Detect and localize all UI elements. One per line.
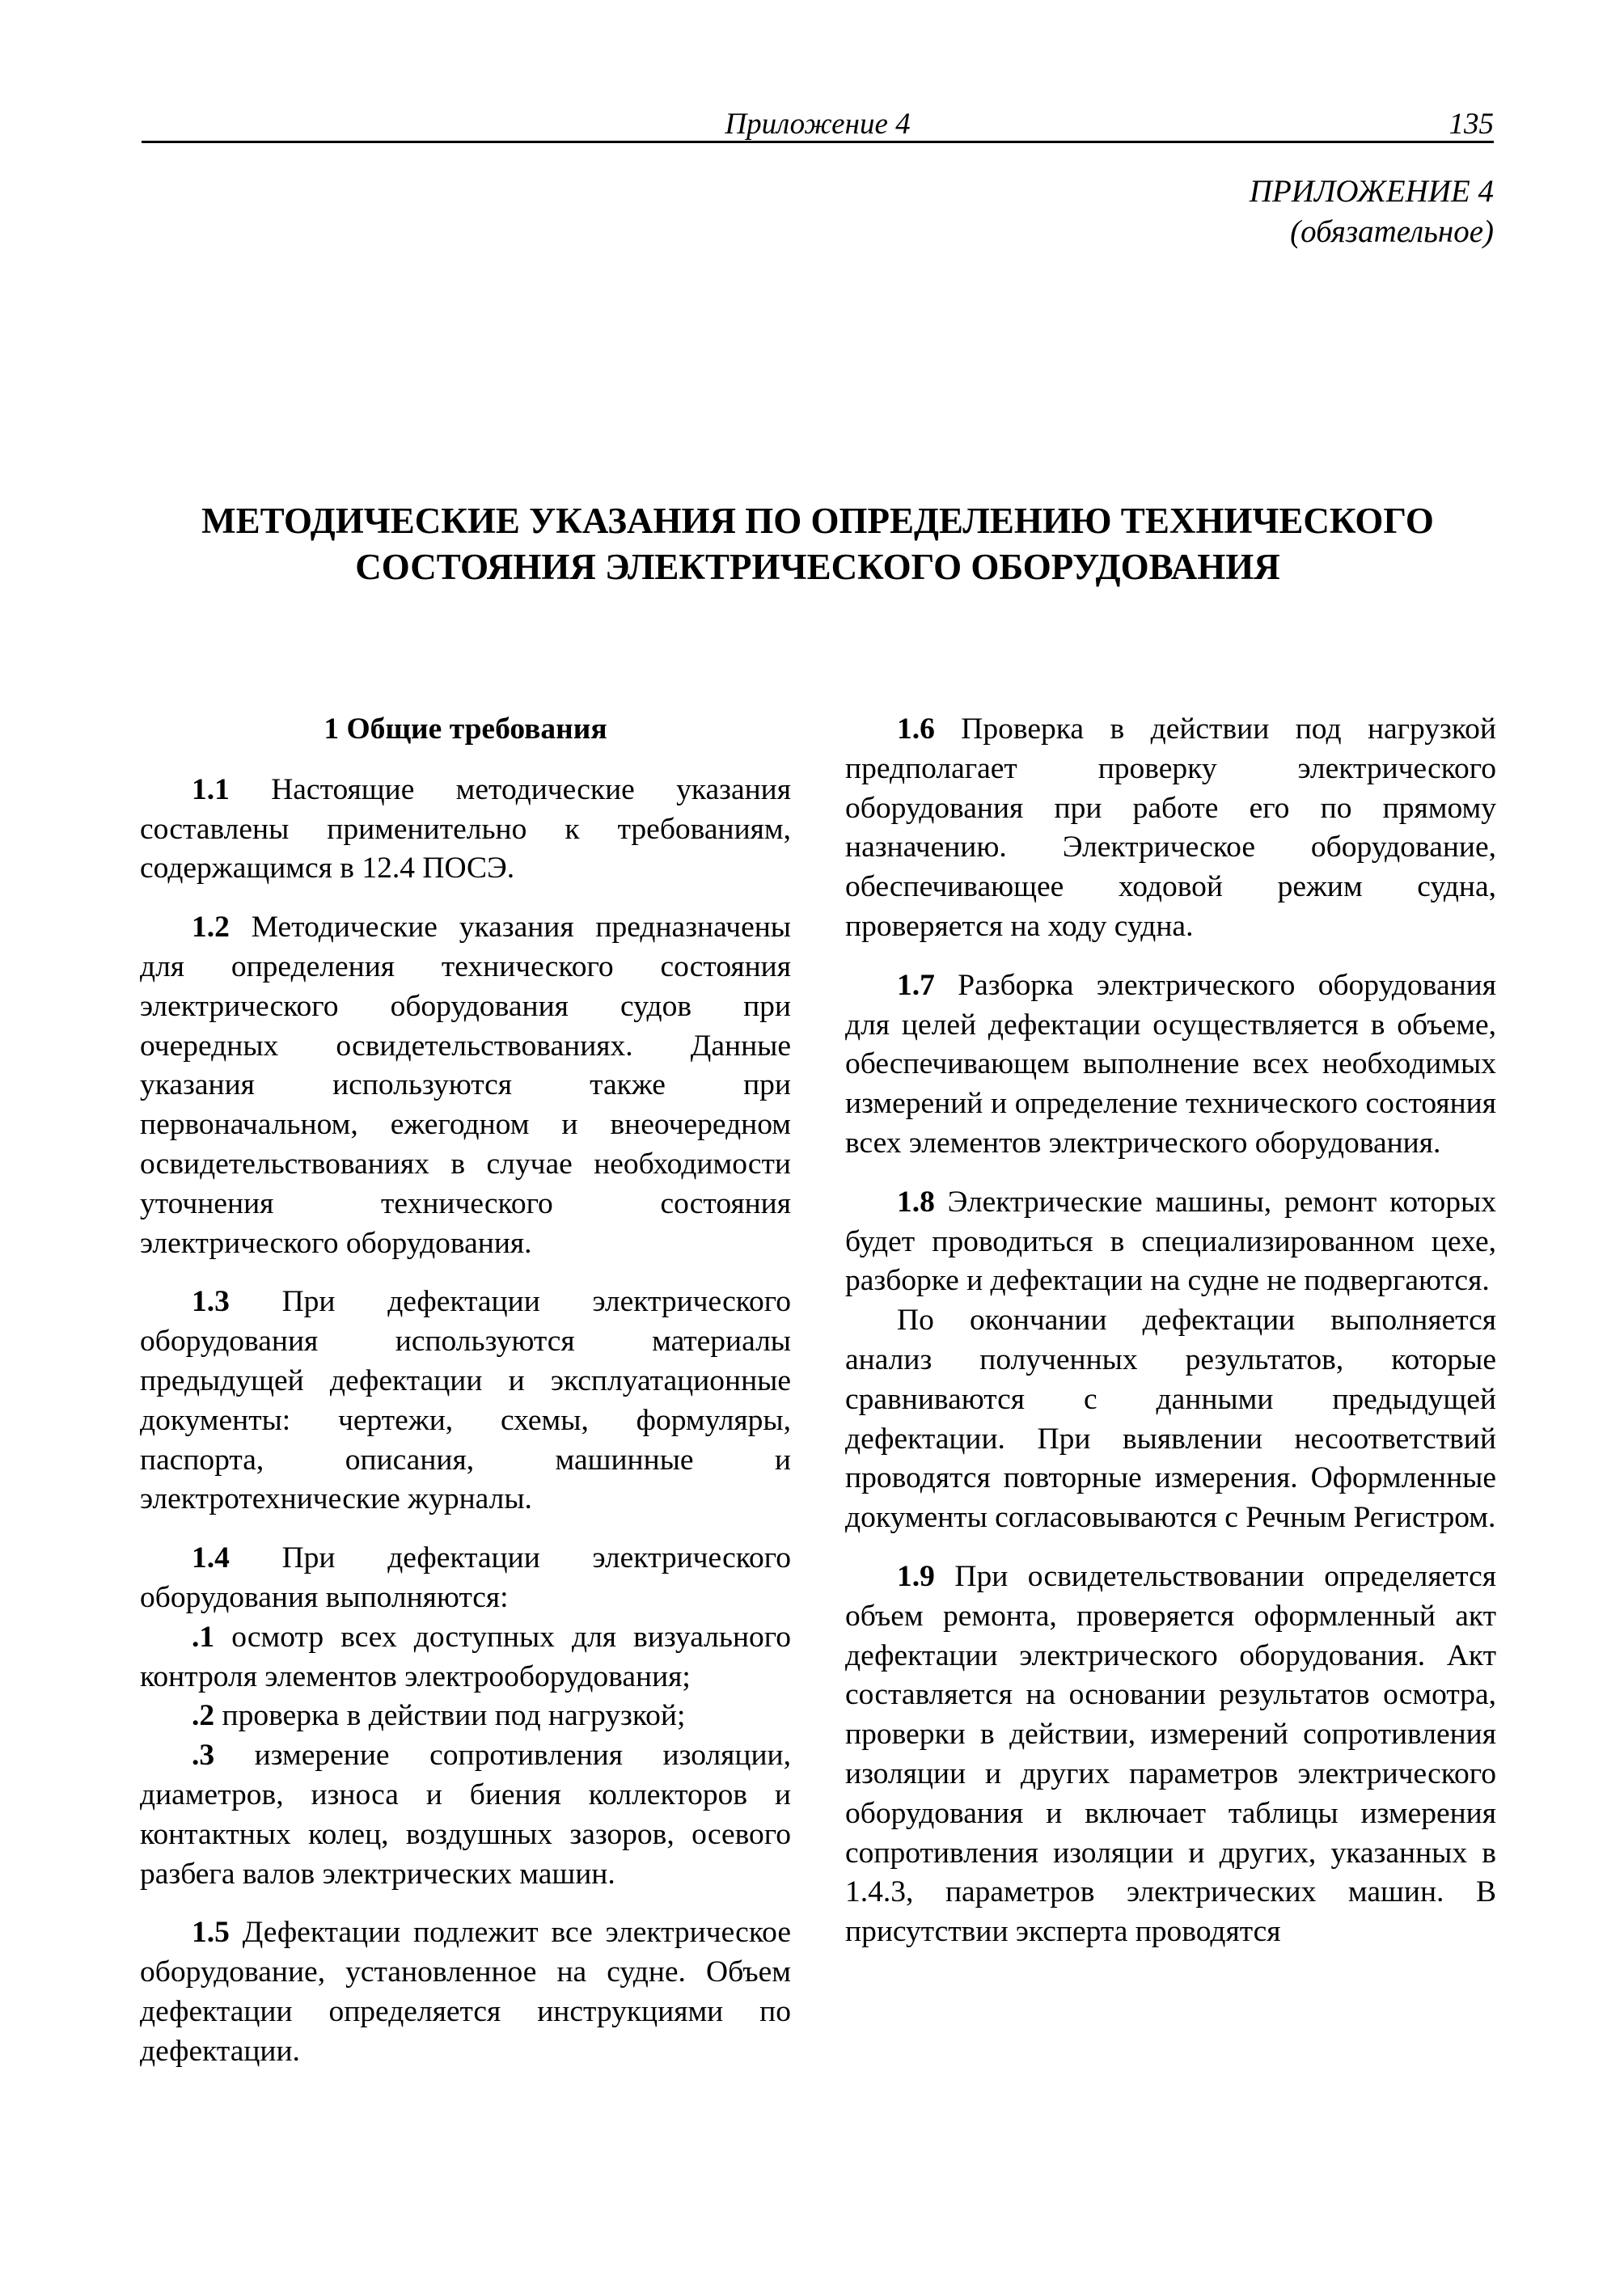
appendix-status: (обязательное) xyxy=(1290,214,1494,249)
paragraph-1-4 xyxy=(140,1539,791,1618)
paragraph-number: 1.1 xyxy=(192,772,230,806)
paragraph-1-1 xyxy=(140,771,791,889)
paragraph-text: По окончании дефектации выполняется анализ полученных результатов, которые сравниваются с данными предыдущей дефектации. При выявлении несоответствий проводятся повторные измерения. Оформленные документы согласовываются с Речным Регистром. xyxy=(845,1304,1496,1535)
item-text: осмотр всех доступных для визуального контроля элементов электрооборудования; xyxy=(140,1620,791,1693)
paragraph-text: При освидетельствовании определяется объем ремонта, проверяется оформленный акт дефектации электрического оборудования. Акт составляется на основании результатов осмотра, проверки в действии, измерений сопротивления изоляции и других параметров электрического оборудования и включает таблицы измерения сопротивления изоляции и других, указанных в 1.4.3, параметров электрических машин. В присутствии эксперта проводятся xyxy=(845,1559,1496,1949)
item-number: .2 xyxy=(192,1699,215,1733)
left-column xyxy=(140,710,791,2091)
appendix-label-block xyxy=(1250,171,1494,252)
paragraph-number: 1.8 xyxy=(897,1185,935,1219)
document-title-line-2: СОСТОЯНИЯ ЭЛЕКТРИЧЕСКОГО ОБОРУДОВАНИЯ xyxy=(355,547,1280,587)
appendix-label: ПРИЛОЖЕНИЕ 4 xyxy=(1249,174,1494,209)
item-text: измерение сопротивления изоляции, диаметров, износа и биения коллекторов и контактных колец, воздушных зазоров, осевого разбега валов электрических машин. xyxy=(140,1739,791,1891)
paragraph-number: 1.6 xyxy=(897,712,935,746)
section-heading: 1 Общие требования xyxy=(324,712,607,746)
paragraph-number: 1.3 xyxy=(192,1285,230,1319)
list-item-3 xyxy=(140,1736,791,1894)
paragraph-1-3 xyxy=(140,1283,791,1520)
right-column xyxy=(845,710,1496,1972)
item-number: .3 xyxy=(192,1739,215,1773)
paragraph-text: Дефектации подлежит все электрическое оборудование, установленное на судне. Объем дефектации определяется инструкциями по дефектации. xyxy=(140,1916,791,2068)
paragraph-1-5 xyxy=(140,1913,791,2071)
paragraph-number: 1.2 xyxy=(192,911,230,945)
page-number: 135 xyxy=(1448,108,1494,141)
paragraph-text: При дефектации электрического оборудования используются материалы предыдущей дефектации и эксплуатационные документы: чертежи, схемы, формуляры, паспорта, описания, машинные и электротехнические журналы. xyxy=(140,1285,791,1516)
list-item-1 xyxy=(140,1618,791,1697)
document-title-line-1: МЕТОДИЧЕСКИЕ УКАЗАНИЯ ПО ОПРЕДЕЛЕНИЮ ТЕХНИЧЕСКОГО xyxy=(201,501,1434,541)
paragraph-text: Методические указания предназначены для определения технического состояния электрического оборудования судов при очередных освидетельствованиях. Данные указания используются также при первоначальном, ежегодном и внеочередном освидетельствованиях в случае необходимости уточнения технического состояния электрического оборудования. xyxy=(140,911,791,1260)
paragraph-number: 1.9 xyxy=(897,1559,935,1593)
running-header xyxy=(142,104,1494,143)
paragraph-text: Настоящие методические указания составлены применительно к требованиям, содержащимся в 12.4 ПОСЭ. xyxy=(140,772,791,886)
paragraph-number: 1.7 xyxy=(897,968,935,1002)
paragraph-text: Разборка электрического оборудования для целей дефектации осуществляется в объеме, обеспечивающем выполнение всех необходимых измерений и определение технического состояния всех элементов электрического оборудования. xyxy=(845,968,1496,1160)
paragraph-1-7 xyxy=(845,966,1496,1164)
running-title: Приложение 4 xyxy=(725,108,911,141)
paragraph-text: При дефектации электрического оборудования выполняются: xyxy=(140,1541,791,1614)
paragraph-1-8 xyxy=(845,1183,1496,1301)
paragraph-number: 1.5 xyxy=(192,1916,230,1950)
item-number: .1 xyxy=(192,1620,215,1654)
paragraph-1-2 xyxy=(140,908,791,1263)
list-item-2 xyxy=(140,1697,791,1736)
item-text: проверка в действии под нагрузкой; xyxy=(214,1699,686,1733)
paragraph-text: Электрические машины, ремонт которых будет проводиться в специализированном цехе, разборке и дефектации на судне не подвергаются. xyxy=(845,1185,1496,1298)
paragraph-1-9 xyxy=(845,1558,1496,1952)
paragraph-1-6 xyxy=(845,710,1496,947)
paragraph-number: 1.4 xyxy=(192,1541,230,1575)
paragraph-1-8-continued xyxy=(845,1301,1496,1538)
document-title xyxy=(142,498,1494,590)
paragraph-text: Проверка в действии под нагрузкой предполагает проверку электрического оборудования при работе его по прямому назначению. Электрическое оборудование, обеспечивающее ходовой режим судна, проверяется на ходу судна. xyxy=(845,712,1496,943)
